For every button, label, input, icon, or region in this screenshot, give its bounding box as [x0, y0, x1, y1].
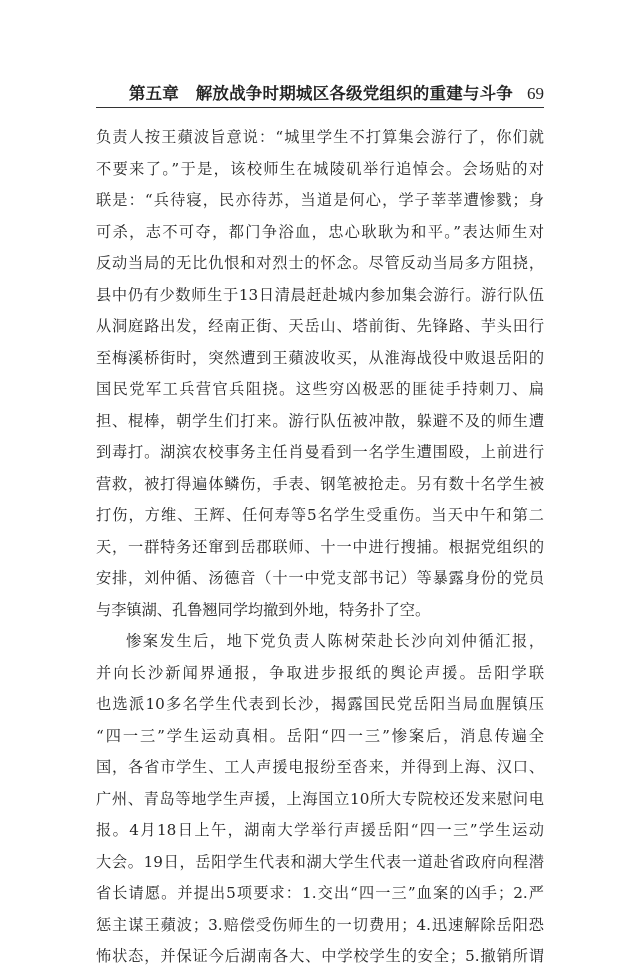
text-line: 打伤，方维、王辉、任何寿等5名学生受重伤。当天中午和第二 — [96, 506, 544, 524]
text-line: 也选派10多名学生代表到长沙，揭露国民党岳阳当局血腥镇压 — [96, 695, 544, 713]
text-line: 联是：“兵待寝，民亦待苏，当道是何心，学子莘莘遭惨戮；身 — [96, 191, 544, 209]
text-line: 担、棍棒，朝学生们打来。游行队伍被冲散，躲避不及的师生遭 — [96, 411, 544, 430]
text-line: 国民党军工兵营官兵阻挠。这些穷凶极恶的匪徒手持刺刀、扁 — [96, 380, 544, 398]
running-header — [96, 78, 544, 108]
text-line: 县中仍有少数师生于13日清晨赶赴城内参加集会游行。游行队伍 — [96, 285, 544, 304]
text-line: 并向长沙新闻界通报，争取进步报纸的舆论声援。岳阳学联 — [96, 663, 544, 682]
text-line: 从洞庭路出发，经南正街、天岳山、塔前街、先锋路、芋头田行 — [96, 317, 544, 335]
text-line: “四一三”学生运动真相。岳阳“四一三”惨案后，消息传遍全 — [96, 726, 544, 745]
text-line: 报。4月18日上午，湖南大学举行声援岳阳“四一三”学生运动 — [96, 821, 544, 839]
text-line: 可杀，志不可夺，都门争浴血，忠心耿耿为和平。”表达师生对 — [96, 222, 544, 241]
text-line: 惩主谋王蘋波；3.赔偿受伤师生的一切费用；4.迅速解除岳阳恐 — [96, 915, 544, 934]
text-line: 营救，被打得遍体鳞伤，手表、钢笔被抢走。另有数十名学生被 — [96, 474, 544, 493]
text-line: 负责人按王蘋波旨意说：“城里学生不打算集会游行了，你们就 — [96, 128, 544, 146]
body-text — [96, 122, 544, 973]
text-line: 安排，刘仲循、汤德音（十一中党支部书记）等暴露身份的党员 — [96, 569, 544, 587]
page-number: 69 — [527, 84, 544, 103]
text-line: 国，各省市学生、工人声援电报纷至沓来，并得到上海、汉口、 — [96, 758, 544, 776]
paragraph-end-line: 与李镇湖、孔鲁翘同学均撤到外地，特务扑了空。 — [96, 600, 431, 619]
text-line: 天，一群特务还窜到岳郡联师、十一中进行搜捕。根据党组织的 — [96, 537, 544, 556]
text-line: 广州、青岛等地学生声援，上海国立10所大专院校还发来慰问电 — [96, 789, 544, 808]
text-line: 怖状态，并保证今后湖南各大、中学校学生的安全；5.撤销所谓 — [96, 947, 544, 965]
text-line: 不要来了。”于是，该校师生在城陵矶举行追悼会。会场贴的对 — [96, 159, 544, 178]
text-line: 反动当局的无比仇恨和对烈士的怀念。尽管反动当局多方阻挠， — [96, 254, 544, 272]
text-line: 省长请愿。并提出5项要求：1.交出“四一三”血案的凶手；2.严 — [96, 884, 544, 902]
text-line: 大会。19日，岳阳学生代表和湖大学生代表一道赴省政府向程潜 — [96, 852, 544, 871]
chapter-title: 第五章 解放战争时期城区各级党组织的重建与斗争 — [128, 84, 513, 103]
text-line: 至梅溪桥街时，突然遭到王蘋波收买，从淮海战役中败退岳阳的 — [96, 348, 544, 367]
paragraph-start-line: 惨案发生后，地下党负责人陈树荣赴长沙向刘仲循汇报， — [126, 632, 544, 650]
text-line: 到毒打。湖滨农校事务主任肖曼看到一名学生遭围殴，上前进行 — [96, 443, 544, 461]
